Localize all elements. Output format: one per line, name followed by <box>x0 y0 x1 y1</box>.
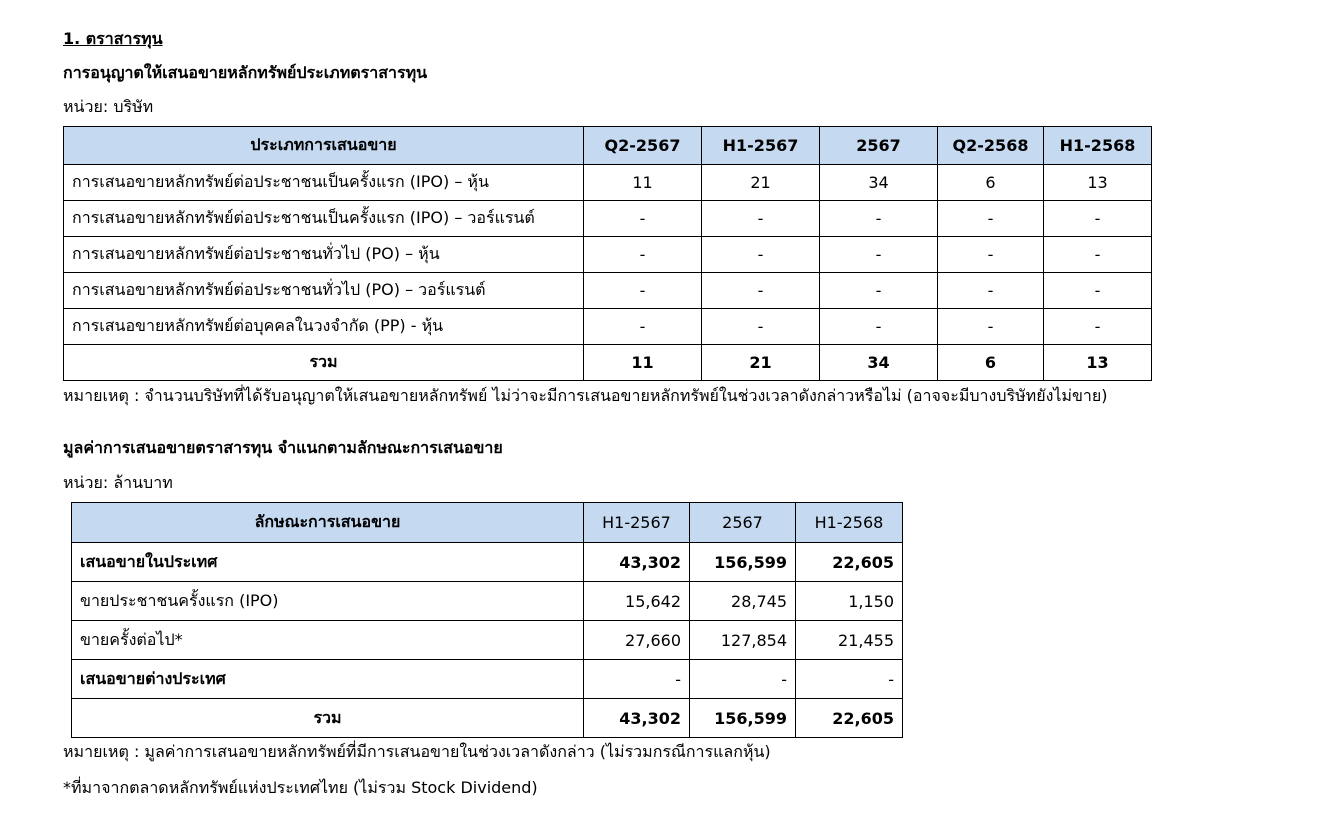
cell-value: - <box>796 660 903 699</box>
row-label: การเสนอขายหลักทรัพย์ต่อบุคคลในวงจำกัด (PP) - หุ้น <box>64 309 584 345</box>
section2-subtitle: มูลค่าการเสนอขายตราสารทุน จำแนกตามลักษณะการเสนอขาย <box>63 438 503 457</box>
table-header-row <box>64 127 1152 165</box>
table-header-row <box>72 503 903 543</box>
column-header: H1-2567 <box>702 127 820 165</box>
cell-value: 21 <box>702 165 820 201</box>
column-header: ลักษณะการเสนอขาย <box>72 503 584 543</box>
column-header: Q2-2568 <box>938 127 1044 165</box>
table-row <box>72 660 903 699</box>
total-value: 6 <box>938 345 1044 381</box>
total-value: 13 <box>1044 345 1152 381</box>
cell-value: - <box>820 273 938 309</box>
total-label: รวม <box>72 699 584 738</box>
table-row <box>64 201 1152 237</box>
section-heading: 1. ตราสารทุน <box>63 29 163 48</box>
total-value: 156,599 <box>690 699 796 738</box>
equity-approval-table <box>63 126 1152 381</box>
section2-note: หมายเหตุ : มูลค่าการเสนอขายหลักทรัพย์ที่มีการเสนอขายในช่วงเวลาดังกล่าว (ไม่รวมกรณีการแลกหุ้น) <box>63 742 771 761</box>
cell-value: 127,854 <box>690 621 796 660</box>
cell-value: 6 <box>938 165 1044 201</box>
cell-value: 13 <box>1044 165 1152 201</box>
column-header: Q2-2567 <box>584 127 702 165</box>
row-label: การเสนอขายหลักทรัพย์ต่อประชาชนทั่วไป (PO) – หุ้น <box>64 237 584 273</box>
table-row <box>64 273 1152 309</box>
cell-value: - <box>702 309 820 345</box>
section1-subtitle: การอนุญาตให้เสนอขายหลักทรัพย์ประเภทตราสารทุน <box>63 63 428 82</box>
row-label: ขายครั้งต่อไป* <box>72 621 584 660</box>
cell-value: - <box>702 273 820 309</box>
total-value: 43,302 <box>584 699 690 738</box>
cell-value: - <box>584 273 702 309</box>
cell-value: - <box>690 660 796 699</box>
total-row <box>64 345 1152 381</box>
column-header: H1-2567 <box>584 503 690 543</box>
cell-value: - <box>584 237 702 273</box>
cell-value: - <box>702 237 820 273</box>
offering-value-table <box>71 502 903 738</box>
cell-value: 1,150 <box>796 582 903 621</box>
cell-value: - <box>584 309 702 345</box>
cell-value: - <box>820 201 938 237</box>
column-header: 2567 <box>690 503 796 543</box>
cell-value: 21,455 <box>796 621 903 660</box>
cell-value: - <box>938 201 1044 237</box>
row-label: เสนอขายต่างประเทศ <box>72 660 584 699</box>
cell-value: 11 <box>584 165 702 201</box>
cell-value: 156,599 <box>690 543 796 582</box>
total-row <box>72 699 903 738</box>
cell-value: - <box>584 201 702 237</box>
cell-value: 28,745 <box>690 582 796 621</box>
total-value: 22,605 <box>796 699 903 738</box>
cell-value: - <box>820 237 938 273</box>
section2-footnote: *ที่มาจากตลาดหลักทรัพย์แห่งประเทศไทย (ไม่รวม Stock Dividend) <box>63 778 538 797</box>
column-header: H1-2568 <box>1044 127 1152 165</box>
row-label: การเสนอขายหลักทรัพย์ต่อประชาชนเป็นครั้งแรก (IPO) – หุ้น <box>64 165 584 201</box>
section1-note: หมายเหตุ : จำนวนบริษัทที่ได้รับอนุญาตให้เสนอขายหลักทรัพย์ ไม่ว่าจะมีการเสนอขายหลักทรัพย์ในช่วงเวลาดังกล่าวหรือไม่ (อาจจะมีบางบริษัทยังไม่ขาย) <box>63 386 1108 405</box>
cell-value: - <box>584 660 690 699</box>
column-header: 2567 <box>820 127 938 165</box>
cell-value: - <box>702 201 820 237</box>
cell-value: - <box>938 237 1044 273</box>
cell-value: 34 <box>820 165 938 201</box>
cell-value: - <box>1044 273 1152 309</box>
cell-value: 27,660 <box>584 621 690 660</box>
row-label: การเสนอขายหลักทรัพย์ต่อประชาชนเป็นครั้งแรก (IPO) – วอร์แรนต์ <box>64 201 584 237</box>
section2-unit: หน่วย: ล้านบาท <box>63 473 173 492</box>
cell-value: - <box>938 309 1044 345</box>
cell-value: 43,302 <box>584 543 690 582</box>
row-label: การเสนอขายหลักทรัพย์ต่อประชาชนทั่วไป (PO) – วอร์แรนต์ <box>64 273 584 309</box>
table-row <box>64 165 1152 201</box>
cell-value: - <box>1044 237 1152 273</box>
table-row <box>72 582 903 621</box>
column-header: ประเภทการเสนอขาย <box>64 127 584 165</box>
cell-value: - <box>820 309 938 345</box>
row-label: เสนอขายในประเทศ <box>72 543 584 582</box>
row-label: ขายประชาชนครั้งแรก (IPO) <box>72 582 584 621</box>
column-header: H1-2568 <box>796 503 903 543</box>
cell-value: - <box>1044 309 1152 345</box>
table-row <box>72 543 903 582</box>
total-label: รวม <box>64 345 584 381</box>
table-row <box>64 309 1152 345</box>
cell-value: - <box>938 273 1044 309</box>
cell-value: 15,642 <box>584 582 690 621</box>
total-value: 34 <box>820 345 938 381</box>
table-row <box>72 621 903 660</box>
cell-value: 22,605 <box>796 543 903 582</box>
cell-value: - <box>1044 201 1152 237</box>
table-row <box>64 237 1152 273</box>
total-value: 21 <box>702 345 820 381</box>
total-value: 11 <box>584 345 702 381</box>
section1-unit: หน่วย: บริษัท <box>63 97 154 116</box>
